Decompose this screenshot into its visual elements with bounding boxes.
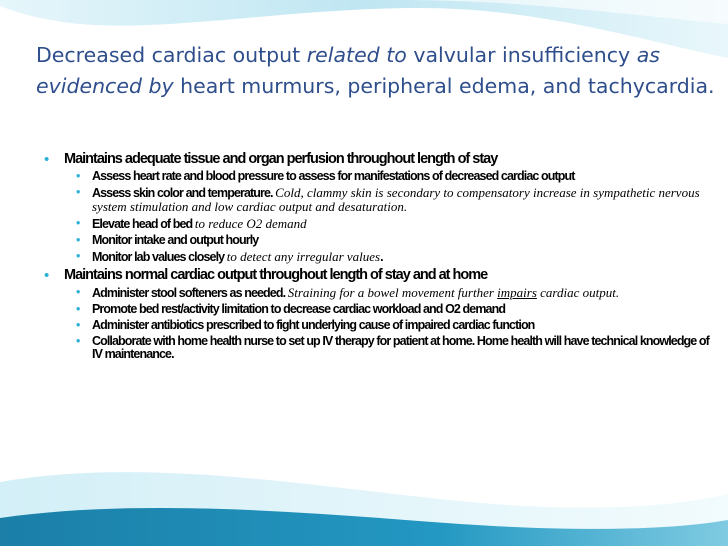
title-part-3: heart murmurs, peripheral edema, and tachycardia. [173, 73, 715, 98]
bullet-dot-icon: • [76, 233, 81, 247]
bullet-dot-icon: • [76, 302, 81, 316]
intervention-bullet [76, 335, 716, 361]
rationale-text: to reduce O2 demand [194, 216, 307, 231]
intervention-bullet [76, 234, 716, 247]
intervention-bullet [76, 186, 716, 214]
goal-bullet-1 [44, 151, 716, 168]
bullet-dot-icon: • [76, 169, 81, 183]
intervention-text: Elevate head of bed [92, 217, 195, 231]
goal-text: Maintains normal cardiac output throughout length of stay and at home [64, 267, 488, 283]
intervention-text: Assess heart rate and blood pressure to assess for manifestations of decreased cardiac output [92, 169, 575, 183]
bullet-dot-icon: • [76, 249, 81, 263]
intervention-text: Promote bed rest/activity limitation to decrease cardiac workload and O2 demand [92, 302, 506, 316]
rationale-text: Cold, clammy skin is secondary to compensatory increase in sympathetic nervous system stimulation and low cardiac output and desaturation. [92, 185, 700, 214]
bullet-dot-icon: • [76, 334, 81, 348]
period: . [380, 250, 384, 264]
intervention-bullet [76, 303, 716, 316]
intervention-bullet [76, 217, 716, 231]
intervention-text: Administer stool softeners as needed. [92, 286, 288, 300]
intervention-text: Administer antibiotics prescribed to fight underlying cause of impaired cardiac function [92, 318, 535, 332]
slide-title [36, 40, 716, 102]
goal-bullet-2 [44, 267, 716, 284]
rationale-text: Straining for a bowel movement further [287, 285, 498, 300]
intervention-bullet [76, 286, 716, 300]
intervention-bullet [76, 319, 716, 332]
bullet-list [44, 151, 716, 364]
title-related-to: related to [306, 43, 407, 67]
intervention-text: Monitor lab values closely [92, 250, 227, 264]
bullet-dot-icon: • [44, 267, 50, 284]
rationale-underlined-word: impairs [497, 285, 537, 300]
bullet-dot-icon: • [44, 151, 50, 168]
intervention-bullet [76, 170, 716, 183]
intervention-text: Assess skin color and temperature. [92, 186, 276, 200]
bullet-dot-icon: • [76, 318, 81, 332]
title-part-1: Decreased cardiac output [36, 43, 307, 67]
intervention-bullet [76, 250, 716, 264]
title-as-evidenced-by: as evidenced by [36, 43, 660, 98]
intervention-text: Monitor intake and output hourly [92, 233, 259, 247]
bullet-dot-icon: • [76, 285, 81, 299]
intervention-text: Collaborate with home health nurse to set up IV therapy for patient at home. Home health will have technical knowledge of IV maintenance. [92, 334, 709, 361]
goal-text: Maintains adequate tissue and organ perfusion throughout length of stay [64, 151, 498, 167]
bullet-dot-icon: • [76, 216, 81, 230]
rationale-text-end: cardiac output. [536, 285, 620, 300]
rationale-text: to detect any irregular values [226, 249, 381, 264]
title-part-2: valvular insufficiency [406, 43, 637, 67]
bullet-dot-icon: • [76, 185, 81, 199]
